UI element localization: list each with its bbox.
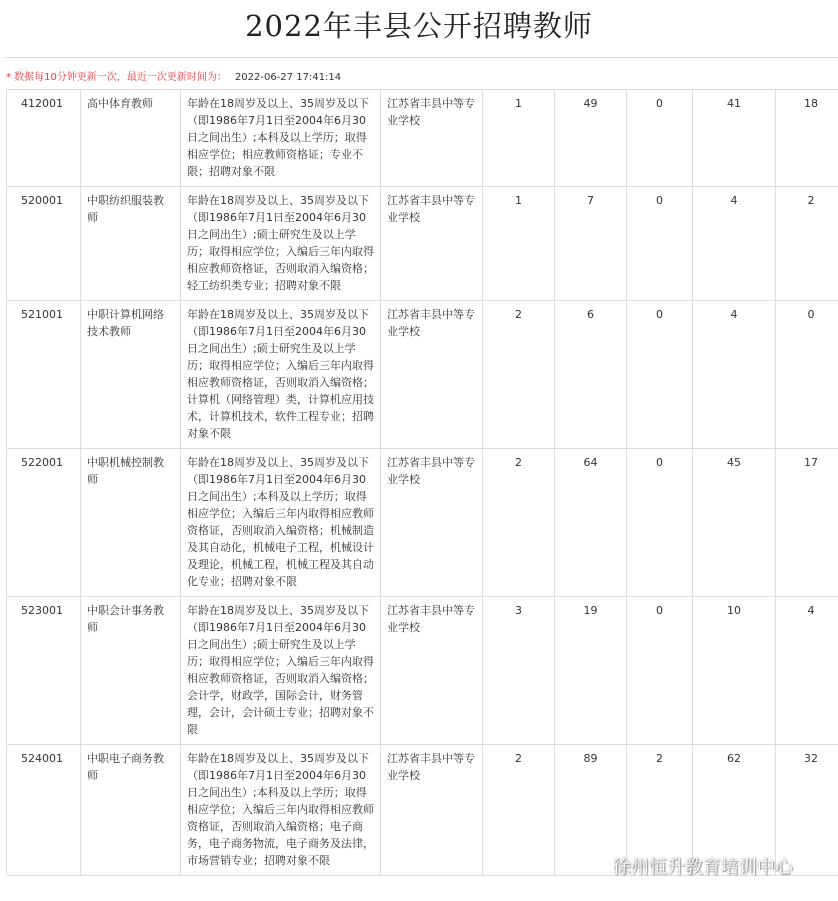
- cell-count-3: 0: [627, 301, 693, 449]
- cell-count-1: 1: [483, 187, 555, 301]
- cell-count-3: 0: [627, 187, 693, 301]
- table-row: [7, 301, 838, 449]
- cell-count-5: 0: [776, 301, 838, 449]
- cell-count-5: 4: [776, 597, 838, 745]
- cell-count-4: 10: [693, 597, 776, 745]
- cell-position-name: 中职纺织服装教师: [81, 187, 181, 301]
- table-row: [7, 187, 838, 301]
- cell-count-5: 18: [776, 90, 838, 187]
- cell-count-2: 89: [555, 745, 627, 876]
- cell-count-4: 62: [693, 745, 776, 876]
- cell-count-4: 41: [693, 90, 776, 187]
- table-row: [7, 90, 838, 187]
- cell-count-4: 45: [693, 449, 776, 597]
- cell-count-5: 32: [776, 745, 838, 876]
- cell-count-2: 19: [555, 597, 627, 745]
- cell-position-code: 524001: [7, 745, 81, 876]
- cell-position-name: 中职电子商务教师: [81, 745, 181, 876]
- cell-position-name: 高中体育教师: [81, 90, 181, 187]
- cell-count-4: 4: [693, 187, 776, 301]
- cell-count-3: 0: [627, 90, 693, 187]
- title-divider: [5, 57, 838, 58]
- cell-count-1: 1: [483, 90, 555, 187]
- table-row: [7, 597, 838, 745]
- page-title: 2022年丰县公开招聘教师: [245, 9, 593, 43]
- cell-requirements: 年龄在18周岁及以上、35周岁及以下（即1986年7月1日至2004年6月30日之间出生）;本科及以上学历；取得相应学位；入编后三年内取得相应教师资格证，否则取消入编资格；机械制造及其自动化，机械电子工程，机械设计及理论，机械工程，机械工程及其自动化专业；招聘对象不限: [181, 449, 381, 597]
- cell-position-code: 412001: [7, 90, 81, 187]
- cell-position-name: 中职机械控制教师: [81, 449, 181, 597]
- wechat-icon: [581, 855, 607, 877]
- cell-school: 江苏省丰县中等专业学校: [381, 187, 483, 301]
- table-body: [7, 90, 838, 876]
- cell-position-name: 中职会计事务教师: [81, 597, 181, 745]
- cell-position-code: 520001: [7, 187, 81, 301]
- cell-requirements: 年龄在18周岁及以上、35周岁及以下（即1986年7月1日至2004年6月30日之间出生）;硕士研究生及以上学历；取得相应学位；入编后三年内取得相应教师资格证，否则取消入编资格；会计学，财政学，国际会计，财务管理，会计，会计硕士专业；招聘对象不限: [181, 597, 381, 745]
- cell-position-code: 522001: [7, 449, 81, 597]
- cell-requirements: 年龄在18周岁及以上、35周岁及以下（即1986年7月1日至2004年6月30日之间出生）;硕士研究生及以上学历；取得相应学位；入编后三年内取得相应教师资格证，否则取消入编资格；轻工纺织类专业；招聘对象不限: [181, 187, 381, 301]
- watermark-text: 徐州恒升教育培训中心: [613, 857, 793, 878]
- cell-count-1: 2: [483, 301, 555, 449]
- cell-count-2: 64: [555, 449, 627, 597]
- cell-position-code: 523001: [7, 597, 81, 745]
- cell-count-1: 2: [483, 449, 555, 597]
- cell-count-5: 2: [776, 187, 838, 301]
- cell-position-code: 521001: [7, 301, 81, 449]
- update-notice: [6, 68, 341, 83]
- cell-count-2: 6: [555, 301, 627, 449]
- cell-position-name: 中职计算机网络技术教师: [81, 301, 181, 449]
- cell-count-5: 17: [776, 449, 838, 597]
- cell-count-1: 3: [483, 597, 555, 745]
- cell-school: 江苏省丰县中等专业学校: [381, 90, 483, 187]
- cell-count-2: 7: [555, 187, 627, 301]
- cell-count-3: 0: [627, 597, 693, 745]
- cell-count-4: 4: [693, 301, 776, 449]
- table-row: [7, 449, 838, 597]
- cell-requirements: 年龄在18周岁及以上、35周岁及以下（即1986年7月1日至2004年6月30日之间出生）;本科及以上学历；取得相应学位；入编后三年内取得相应教师资格证，否则取消入编资格；电子商务，电子商务物流，电子商务及法律，市场营销专业；招聘对象不限: [181, 745, 381, 876]
- cell-count-1: 2: [483, 745, 555, 876]
- cell-count-3: 0: [627, 449, 693, 597]
- watermark: [581, 852, 793, 880]
- cell-requirements: 年龄在18周岁及以上、35周岁及以下（即1986年7月1日至2004年6月30日之间出生）;硕士研究生及以上学历；取得相应学位；入编后三年内取得相应教师资格证，否则取消入编资格；计算机（网络管理）类，计算机应用技术，计算机技术，软件工程专业；招聘对象不限: [181, 301, 381, 449]
- cell-school: 江苏省丰县中等专业学校: [381, 301, 483, 449]
- update-notice-text: * 数据每10分钟更新一次，最近一次更新时间为：: [6, 72, 227, 83]
- recruitment-table-container[interactable]: [6, 89, 838, 901]
- cell-count-2: 49: [555, 90, 627, 187]
- update-time: 2022-06-27 17:41:14: [234, 72, 342, 83]
- cell-count-3: 2: [627, 745, 693, 876]
- cell-school: 江苏省丰县中等专业学校: [381, 449, 483, 597]
- cell-school: 江苏省丰县中等专业学校: [381, 745, 483, 876]
- recruitment-table: [6, 89, 838, 876]
- cell-requirements: 年龄在18周岁及以上、35周岁及以下（即1986年7月1日至2004年6月30日之间出生）;本科及以上学历；取得相应学位；相应教师资格证；专业不限；招聘对象不限: [181, 90, 381, 187]
- cell-school: 江苏省丰县中等专业学校: [381, 597, 483, 745]
